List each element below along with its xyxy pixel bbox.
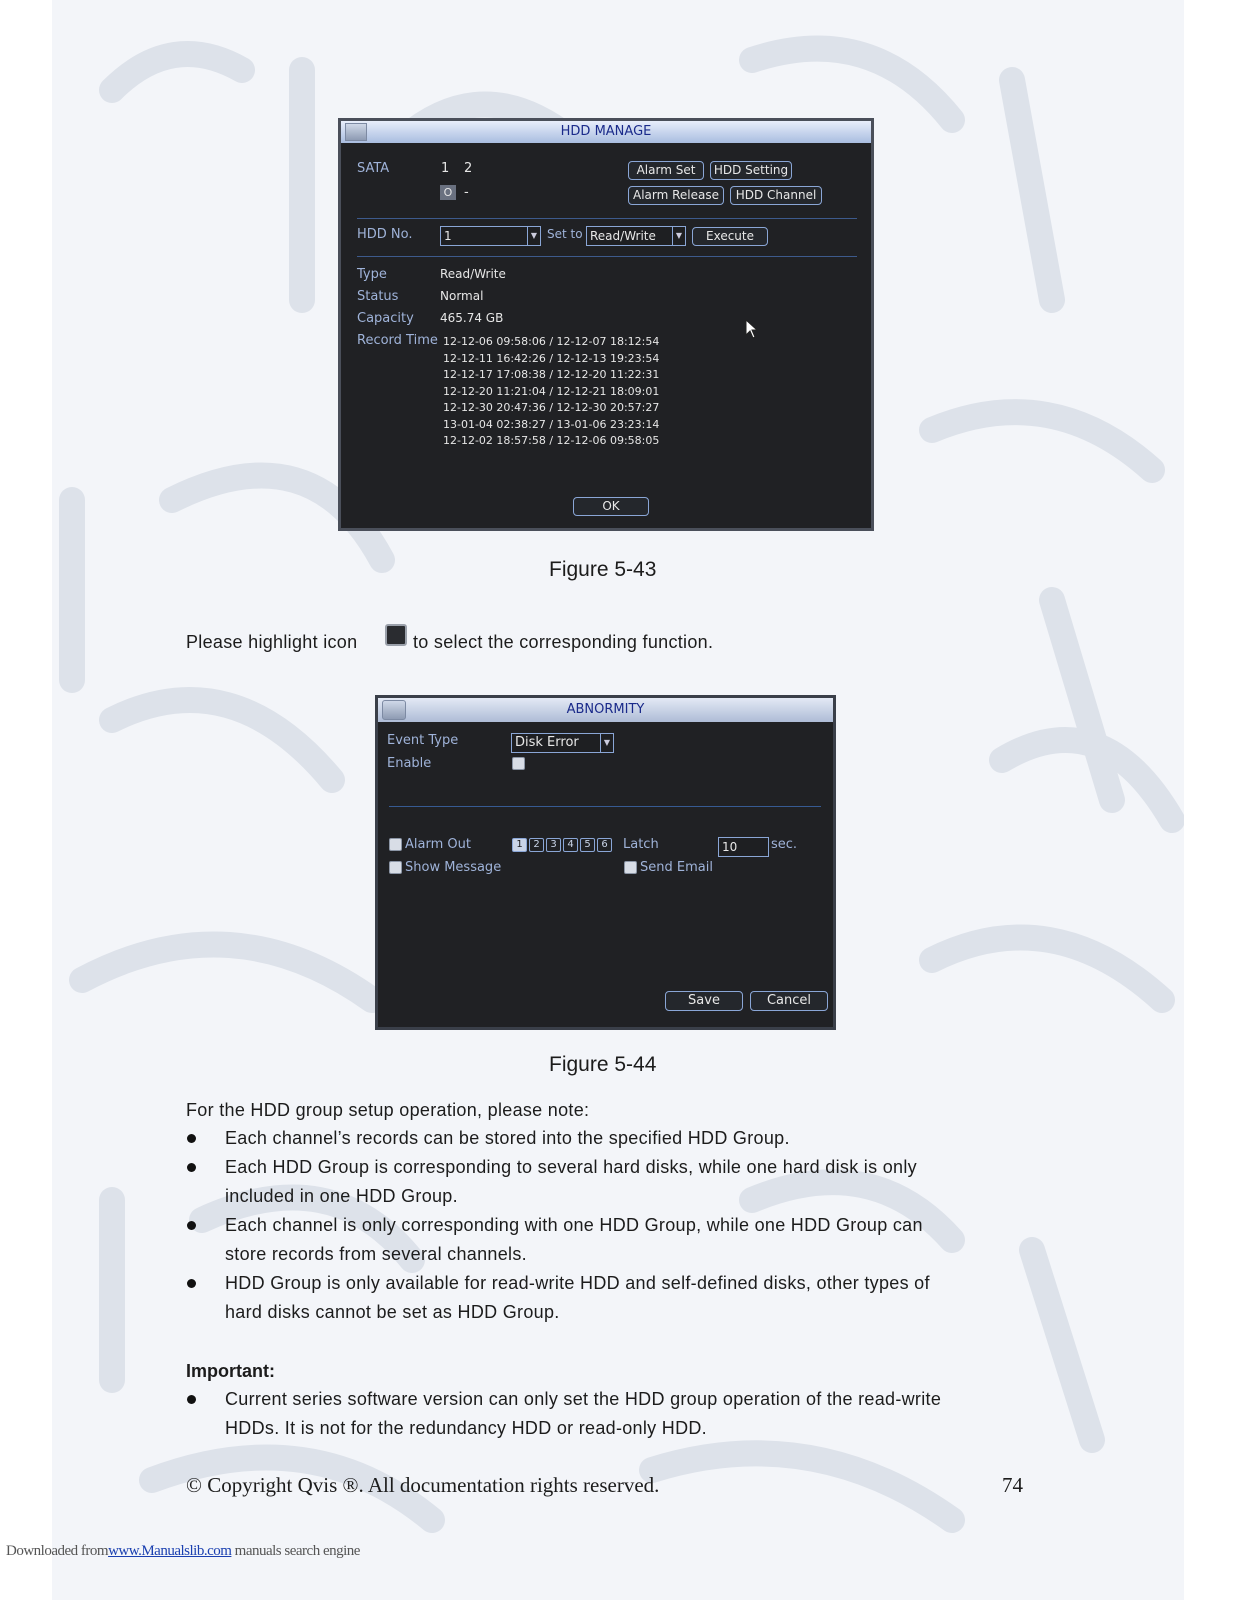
latch-value: 10 [722, 840, 738, 854]
divider-1 [357, 218, 857, 219]
note-item: Each HDD Group is corresponding to several hard disks, while one hard disk is only [225, 1157, 917, 1177]
record-time-item: 12-12-20 11:21:04 / 12-12-21 18:09:01 [443, 384, 660, 398]
status-label: Status [357, 289, 399, 304]
hdd-no-label: HDD No. [357, 227, 413, 242]
sata-port-1: 1 [441, 161, 450, 176]
hdd-channel-button[interactable]: HDD Channel [730, 186, 822, 205]
capacity-label: Capacity [357, 311, 414, 326]
hdd-setting-button[interactable]: HDD Setting [710, 161, 792, 180]
mouse-cursor-icon [745, 319, 759, 339]
hdd-no-select[interactable] [440, 226, 541, 246]
bullet-icon [187, 1221, 196, 1230]
page-number: 74 [1002, 1473, 1023, 1497]
abnormity-window [375, 695, 836, 1030]
window-icon [345, 123, 367, 141]
download-suffix: manuals search engine [231, 1543, 360, 1559]
event-type-select[interactable] [511, 733, 614, 753]
cancel-button[interactable]: Cancel [750, 991, 828, 1011]
record-time-item: 13-01-04 02:38:27 / 13-01-06 23:23:14 [443, 417, 660, 431]
abnormity-titlebar [378, 698, 833, 722]
channel-2-toggle[interactable]: 2 [529, 838, 544, 852]
alarm-out-checkbox[interactable] [389, 838, 402, 851]
note-item: HDD Group is only available for read-write HDD and self-defined disks, other types of [225, 1273, 930, 1293]
bullet-icon [187, 1134, 196, 1143]
notes-intro: For the HDD group setup operation, please note: [186, 1100, 590, 1120]
send-email-checkbox[interactable] [624, 861, 637, 874]
enable-label: Enable [387, 756, 432, 771]
copyright-text: © Copyright Qvis ®. All documentation rights reserved. [186, 1473, 660, 1497]
note-item-continued: hard disks cannot be set as HDD Group. [225, 1302, 560, 1322]
enable-checkbox[interactable] [512, 757, 525, 770]
type-value: Read/Write [440, 267, 506, 281]
show-message-label: Show Message [405, 860, 502, 875]
hdd-no-value: 1 [444, 229, 452, 243]
figure-caption: Figure 5-44 [549, 1053, 657, 1076]
record-time-item: 12-12-06 09:58:06 / 12-12-07 18:12:54 [443, 335, 660, 348]
execute-button[interactable]: Execute [692, 227, 768, 246]
record-time-item: 12-12-17 17:08:38 / 12-12-20 11:22:31 [443, 368, 660, 381]
record-time-item: 12-12-11 16:42:26 / 12-12-13 19:23:54 [443, 351, 660, 365]
sata-port-2: 2 [464, 161, 473, 176]
channel-5-toggle[interactable]: 5 [580, 838, 595, 852]
channel-1-toggle[interactable]: 1 [512, 838, 527, 852]
important-note: Current series software version can only set the HDD group operation of the read-write [225, 1389, 942, 1409]
type-label: Type [357, 267, 387, 282]
divider [389, 806, 821, 807]
alarm-out-label: Alarm Out [405, 837, 471, 852]
abnormity-title: ABNORMITY [566, 702, 645, 717]
record-time-item: 12-12-30 20:47:36 / 12-12-30 20:57:27 [443, 401, 660, 414]
bullet-icon [187, 1395, 196, 1404]
set-to-label: Set to [547, 227, 583, 241]
bullet-icon [187, 1279, 196, 1288]
instruction-text-after: to select the corresponding function. [413, 632, 714, 652]
note-item: Each channel is only corresponding with one HDD Group, while one HDD Group can [225, 1215, 923, 1235]
download-prefix: Downloaded from [6, 1543, 109, 1559]
record-time-item: 12-12-02 18:57:58 / 12-12-06 09:58:05 [443, 434, 660, 447]
note-item-continued: included in one HDD Group. [225, 1186, 458, 1206]
ok-button[interactable]: OK [573, 497, 649, 516]
sata-status-2: - [464, 185, 469, 200]
chevron-down-icon[interactable]: ▼ [527, 227, 540, 245]
hdd-manage-titlebar [341, 121, 871, 143]
tools-icon [382, 700, 406, 720]
sata-label: SATA [357, 161, 390, 176]
channel-4-toggle[interactable]: 4 [563, 838, 578, 852]
alarm-set-button[interactable]: Alarm Set [628, 161, 704, 180]
alarm-release-button[interactable]: Alarm Release [628, 186, 724, 205]
event-type-value: Disk Error [515, 735, 579, 750]
record-time-label: Record Time [357, 333, 438, 348]
chevron-down-icon[interactable]: ▼ [672, 227, 685, 245]
hdd-manage-window [338, 118, 874, 531]
important-note-continued: HDDs. It is not for the redundancy HDD or read-only HDD. [225, 1418, 707, 1438]
send-email-label: Send Email [640, 860, 713, 875]
figure-caption: Figure 5-43 [549, 558, 657, 581]
download-line [6, 1543, 360, 1560]
sata-status-1[interactable]: O [440, 185, 456, 200]
show-message-checkbox[interactable] [389, 861, 402, 874]
set-to-select[interactable] [586, 226, 686, 246]
chevron-down-icon[interactable]: ▼ [600, 734, 613, 752]
status-value: Normal [440, 289, 484, 303]
save-button[interactable]: Save [665, 991, 743, 1011]
important-heading: Important: [186, 1361, 275, 1381]
channel-3-toggle[interactable]: 3 [546, 838, 561, 852]
latch-label: Latch [623, 837, 659, 852]
divider-2 [357, 256, 857, 257]
note-item: Each channel’s records can be stored into the specified HDD Group. [225, 1128, 790, 1148]
hdd-manage-title: HDD MANAGE [560, 124, 652, 139]
capacity-value: 465.74 GB [440, 311, 504, 325]
bullet-icon [187, 1163, 196, 1172]
sec-label: sec. [771, 837, 798, 852]
function-icon [385, 624, 407, 646]
record-time-list [443, 334, 659, 450]
channel-6-toggle[interactable]: 6 [597, 838, 612, 852]
note-item-continued: store records from several channels. [225, 1244, 527, 1264]
event-type-label: Event Type [387, 733, 459, 748]
latch-input[interactable] [718, 837, 769, 857]
instruction-text-before: Please highlight icon [186, 632, 358, 652]
manualslib-link[interactable]: www.Manualslib.com [108, 1543, 232, 1559]
set-to-value: Read/Write [590, 229, 656, 243]
